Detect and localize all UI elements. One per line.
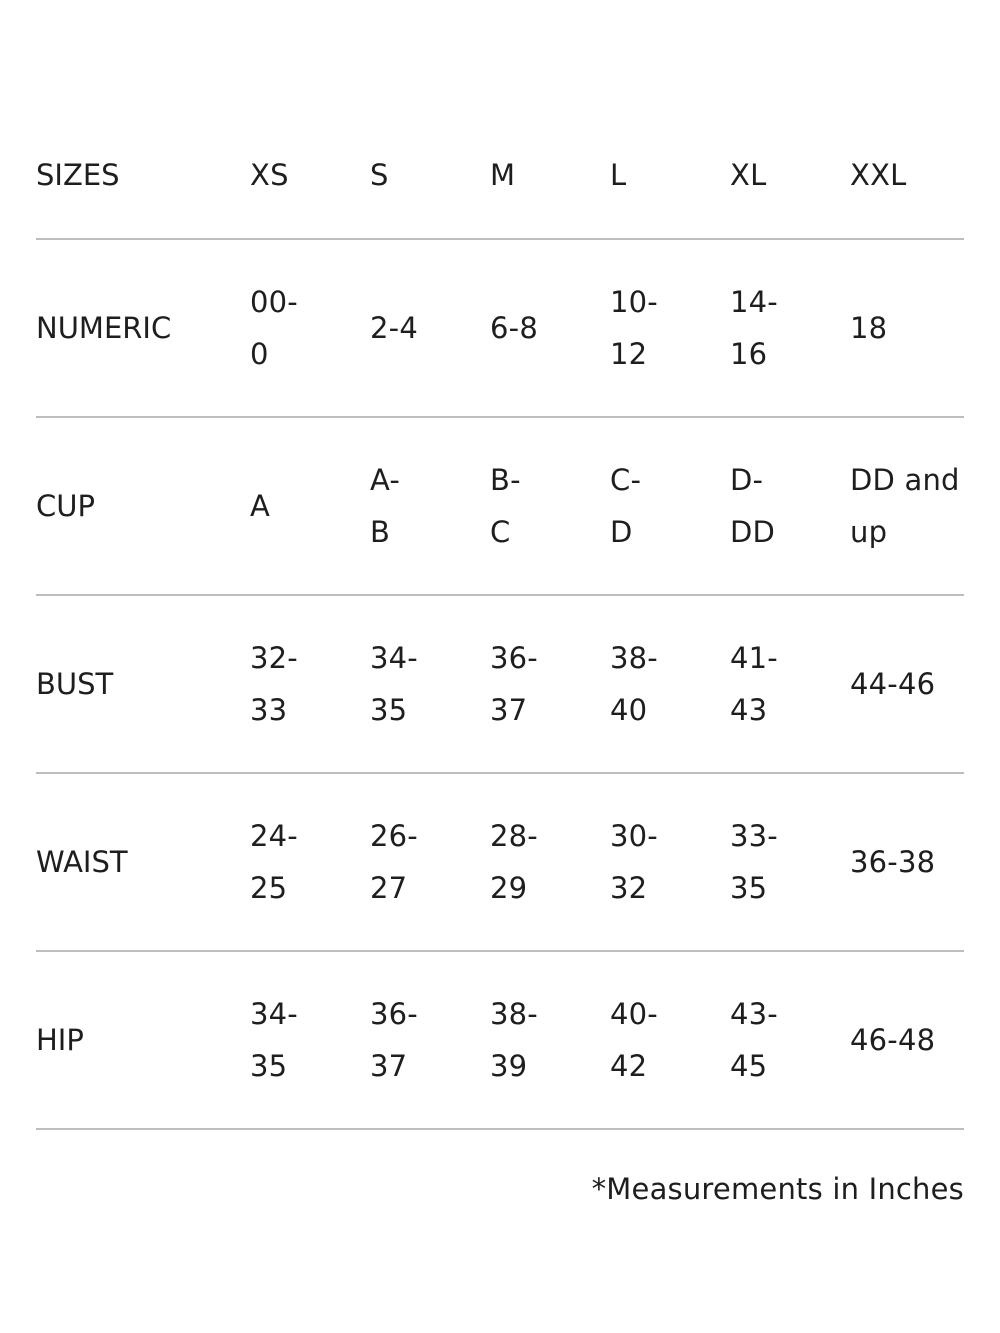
cell-waist-xl: 33- 35 (730, 819, 778, 905)
cell-numeric-l: 10- 12 (610, 285, 658, 371)
table-row-hip (36, 952, 964, 1130)
cell-hip-s: 36- 37 (370, 997, 418, 1083)
row-label-bust: BUST (36, 667, 114, 701)
cell-waist-m: 28- 29 (490, 819, 538, 905)
cell-bust-s: 34- 35 (370, 641, 418, 727)
cell-numeric-m: 6-8 (490, 311, 538, 345)
cell-cup-l: C- D (610, 463, 642, 549)
cell-waist-s: 26- 27 (370, 819, 418, 905)
cell-bust-m: 36- 37 (490, 641, 538, 727)
column-header-xl: XL (730, 158, 767, 192)
table-row-numeric (36, 240, 964, 418)
cell-cup-xl: D- DD (730, 463, 776, 549)
cell-hip-l: 40- 42 (610, 997, 658, 1083)
cell-bust-xl: 41- 43 (730, 641, 778, 727)
cell-cup-xxl: DD and up (850, 463, 960, 549)
cell-waist-xxl: 36-38 (850, 845, 936, 879)
cell-hip-xl: 43- 45 (730, 997, 778, 1083)
column-header-sizes: SIZES (36, 158, 120, 192)
column-header-m: M (490, 158, 516, 192)
cell-cup-s: A- B (370, 463, 401, 549)
table-row-waist (36, 774, 964, 952)
cell-hip-xs: 34- 35 (250, 997, 298, 1083)
cell-numeric-xl: 14- 16 (730, 285, 778, 371)
cell-numeric-s: 2-4 (370, 311, 418, 345)
measurement-footnote: *Measurements in Inches (591, 1172, 964, 1206)
cell-bust-xs: 32- 33 (250, 641, 298, 727)
cell-bust-xxl: 44-46 (850, 667, 936, 701)
cell-bust-l: 38- 40 (610, 641, 658, 727)
row-label-cup: CUP (36, 489, 95, 523)
table-row-bust (36, 596, 964, 774)
cell-waist-xs: 24- 25 (250, 819, 298, 905)
cell-numeric-xs: 00- 0 (250, 285, 298, 371)
cell-hip-xxl: 46-48 (850, 1023, 936, 1057)
column-header-l: L (610, 158, 627, 192)
cell-numeric-xxl: 18 (850, 311, 888, 345)
cell-waist-l: 30- 32 (610, 819, 658, 905)
size-chart-table (36, 112, 964, 1130)
row-label-hip: HIP (36, 1023, 84, 1057)
column-header-s: S (370, 158, 389, 192)
size-chart-header-row (36, 112, 964, 240)
table-row-cup (36, 418, 964, 596)
cell-hip-m: 38- 39 (490, 997, 538, 1083)
column-header-xxl: XXL (850, 158, 907, 192)
cell-cup-m: B- C (490, 463, 521, 549)
cell-cup-xs: A (250, 489, 271, 523)
row-label-waist: WAIST (36, 845, 128, 879)
column-header-xs: XS (250, 158, 289, 192)
row-label-numeric: NUMERIC (36, 311, 172, 345)
